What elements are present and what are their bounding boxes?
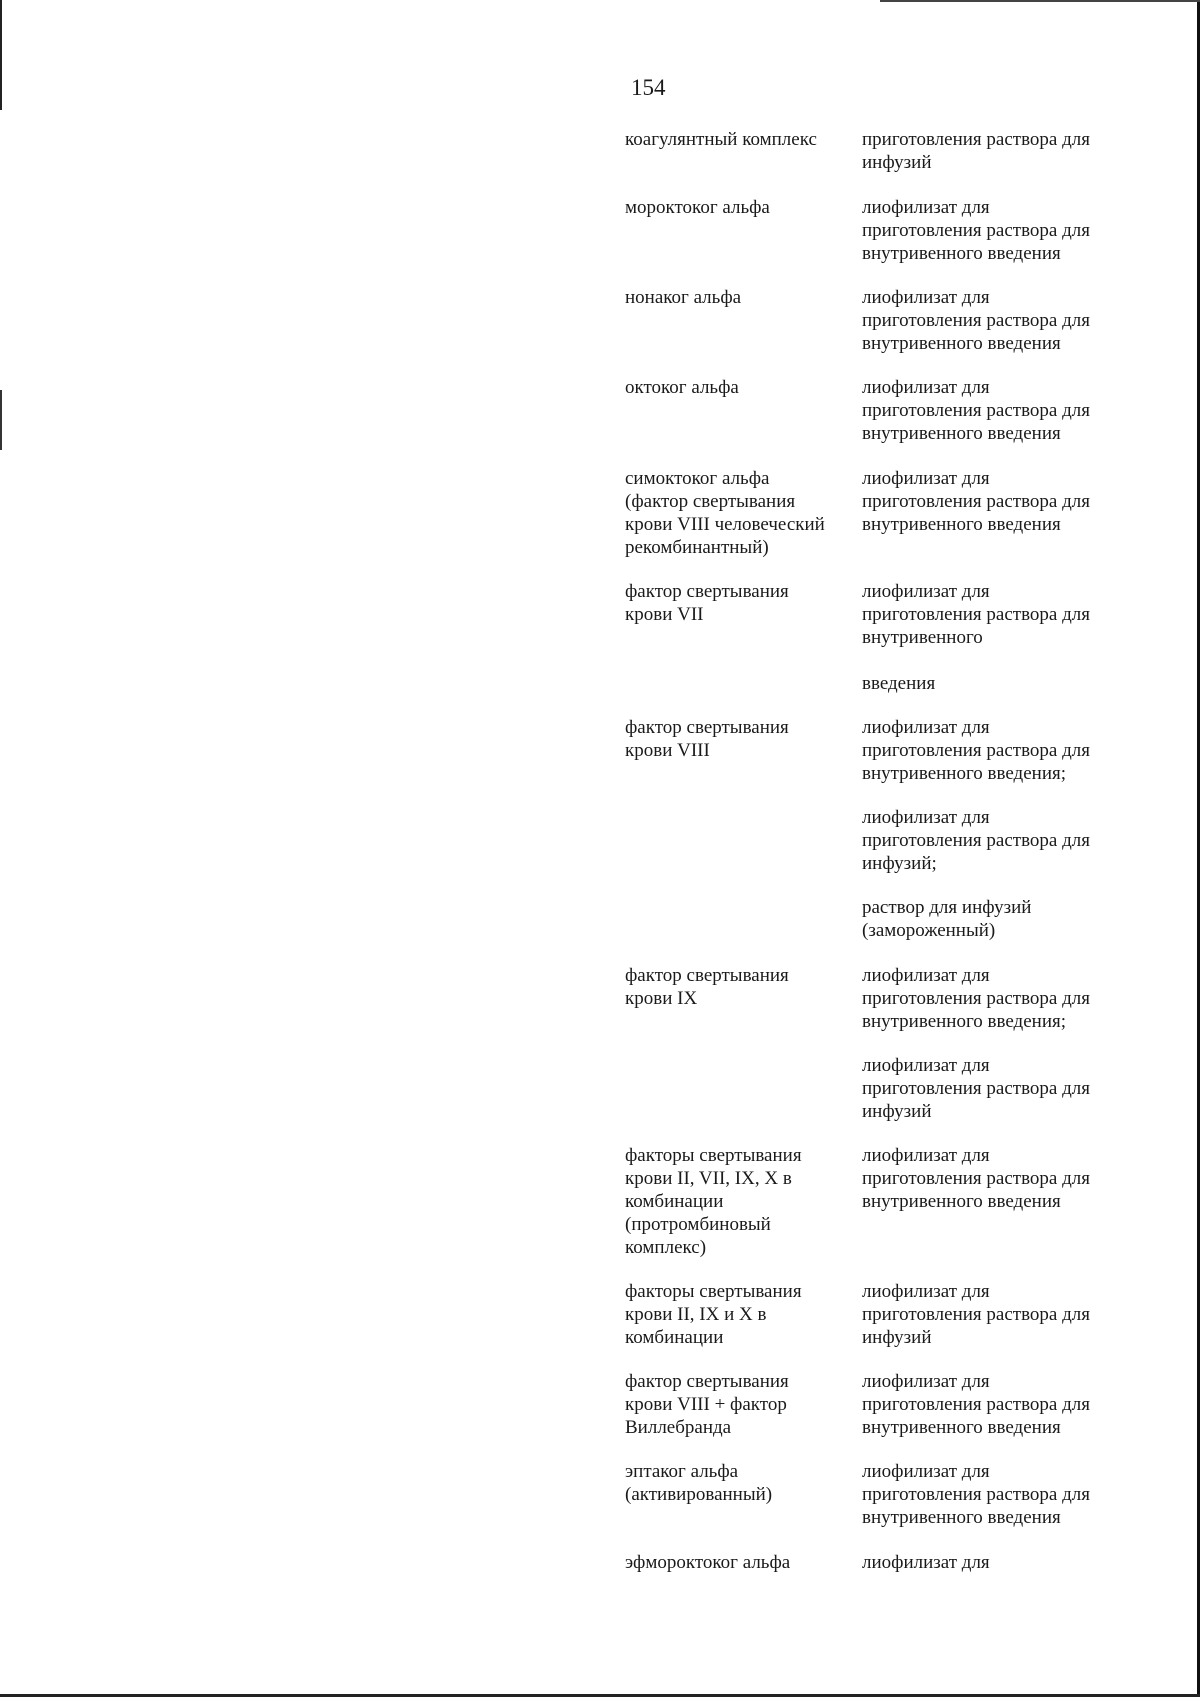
dosage-form: приготовления раствора для инфузий — [862, 129, 1090, 173]
page-number: 154 — [631, 75, 666, 100]
scan-edge — [880, 0, 1200, 2]
dosage-form: лиофилизат для приготовления раствора для внутривенного введения — [862, 197, 1090, 264]
drug-name: эфмороктоког альфа — [625, 1552, 791, 1573]
dosage-form: лиофилизат для приготовления раствора для внутривенного — [862, 581, 1090, 648]
drug-name: нонаког альфа — [625, 287, 742, 308]
drug-name: фактор свертывания крови IX — [625, 965, 789, 1009]
drug-name: факторы свертывания крови II, IX и X в комбинации — [625, 1281, 802, 1348]
dosage-form: раствор для инфузий (замороженный) — [862, 897, 1032, 941]
scan-edge — [0, 0, 2, 110]
drug-name: фактор свертывания крови VIII + фактор Виллебранда — [625, 1371, 789, 1438]
dosage-form: лиофилизат для приготовления раствора для инфузий; — [862, 807, 1090, 874]
dosage-form: введения — [862, 673, 936, 694]
drug-name: факторы свертывания крови II, VII, IX, X в комбинации (протромбиновый комплекс) — [625, 1145, 802, 1258]
dosage-form: лиофилизат для — [862, 1552, 990, 1573]
dosage-form: лиофилизат для приготовления раствора для инфузий — [862, 1281, 1090, 1348]
drug-name: октоког альфа — [625, 377, 739, 398]
dosage-form: лиофилизат для приготовления раствора для внутривенного введения; — [862, 965, 1090, 1032]
dosage-form: лиофилизат для приготовления раствора для внутривенного введения — [862, 1371, 1090, 1438]
drug-name: эптаког альфа (активированный) — [625, 1461, 773, 1505]
dosage-form: лиофилизат для приготовления раствора для внутривенного введения — [862, 377, 1090, 444]
drug-name: фактор свертывания крови VII — [625, 581, 789, 625]
drug-name: коагулянтный комплекс — [625, 129, 817, 150]
drug-name: фактор свертывания крови VIII — [625, 717, 789, 761]
dosage-form: лиофилизат для приготовления раствора для инфузий — [862, 1055, 1090, 1122]
drug-name: мороктоког альфа — [625, 197, 770, 218]
drug-name: симоктоког альфа (фактор свертывания крови VIII человеческий рекомбинантный) — [625, 468, 825, 558]
scan-edge — [0, 390, 2, 450]
dosage-form: лиофилизат для приготовления раствора для внутривенного введения; — [862, 717, 1090, 784]
dosage-form: лиофилизат для приготовления раствора для внутривенного введения — [862, 1461, 1090, 1528]
dosage-form: лиофилизат для приготовления раствора для внутривенного введения — [862, 287, 1090, 354]
dosage-form: лиофилизат для приготовления раствора для внутривенного введения — [862, 468, 1090, 535]
dosage-form: лиофилизат для приготовления раствора для внутривенного введения — [862, 1145, 1090, 1212]
